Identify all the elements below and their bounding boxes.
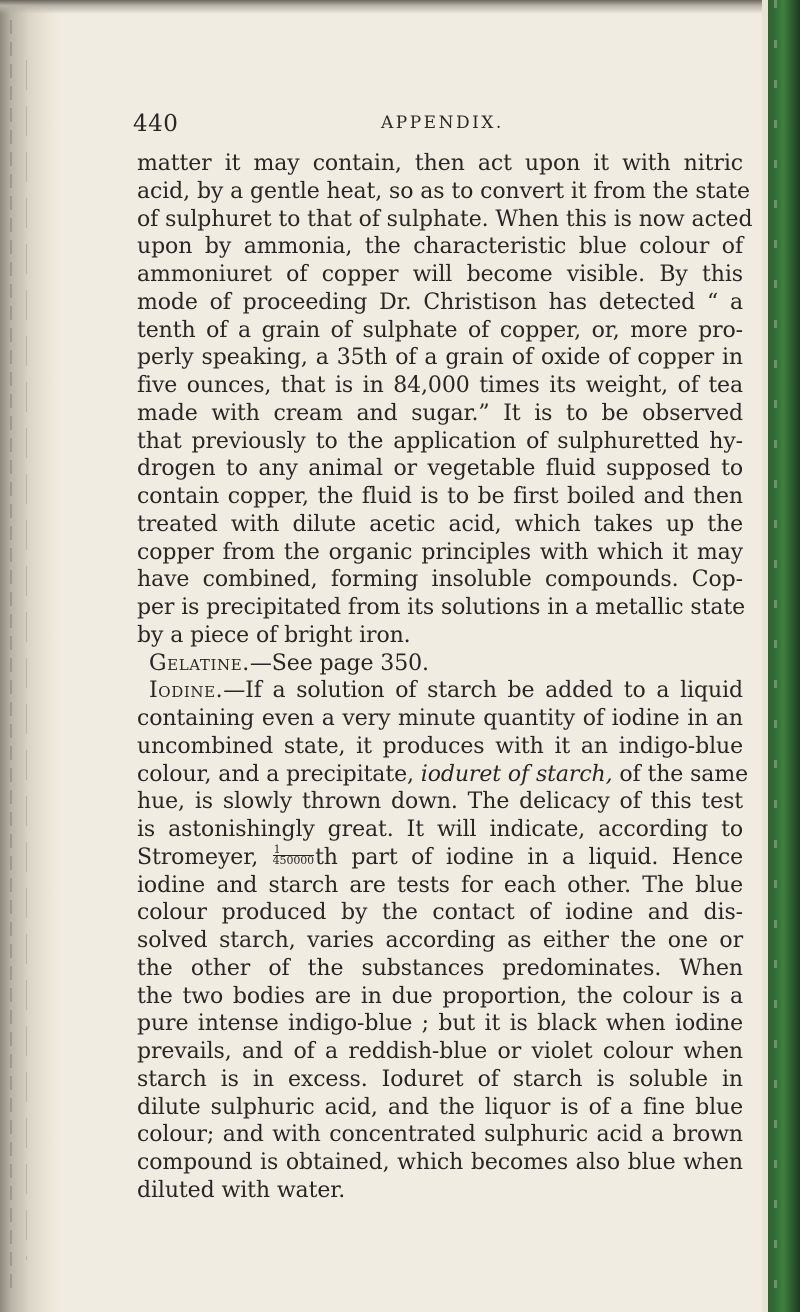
text-line: solved starch, varies according as either the one or — [137, 928, 743, 953]
text-fragment: th part of iodine in a liquid. Hence — [315, 844, 743, 870]
text-line: acid, by a gentle heat, so as to convert it from the state — [137, 178, 750, 204]
left-page-gutter — [0, 0, 62, 1312]
text-line: dilute sulphuric acid, and the liquor is of a fine blue — [137, 1094, 743, 1120]
entry-heading-iodine: Iodine. — [149, 678, 224, 704]
text-line: matter it may contain, then act upon it with nitric — [137, 151, 743, 176]
fraction — [273, 845, 314, 866]
body-text — [137, 150, 753, 1205]
entry-heading-gelatine: Gelatine. — [149, 650, 250, 676]
text-line: that previously to the application of sulphuretted hy- — [137, 428, 743, 454]
text-line: hue, is slowly thrown down. The delicacy of this test — [137, 789, 743, 815]
text-line: copper from the organic principles with which it may — [137, 539, 743, 565]
text-line — [137, 844, 743, 872]
text-line: have combined, forming insoluble compounds. Cop- — [137, 567, 743, 593]
text-line: uncombined state, it produces with it an indigo-blue — [137, 733, 743, 759]
text-line: colour produced by the contact of iodine and dis- — [137, 900, 743, 926]
text-line: made with cream and sugar.” It is to be observed — [137, 400, 743, 426]
text-line: drogen to any animal or vegetable fluid supposed to — [137, 456, 743, 482]
entry-text: —If a solution of starch be added to a liquid — [223, 678, 743, 704]
text-line: by a piece of bright iron. — [137, 622, 411, 648]
text-line: pure intense indigo-blue ; but it is black when iodine — [137, 1011, 743, 1037]
text-line: colour; and with concentrated sulphuric acid a brown — [137, 1122, 743, 1148]
text-line: ammoniuret of copper will become visible. By this — [137, 262, 743, 287]
italic-term: ioduret of starch, — [420, 761, 613, 787]
top-edge-shadow — [0, 0, 800, 14]
text-line: per is precipitated from its solutions in a metallic state — [137, 595, 746, 620]
running-head: APPENDIX. — [381, 113, 504, 133]
text-fragment: Stromeyer, — [137, 844, 272, 870]
book-binding-edge — [762, 0, 800, 1312]
text-line: containing even a very minute quantity of iodine in an — [137, 706, 743, 731]
entry-text: —See page 350. — [249, 650, 429, 676]
text-line: prevails, and of a reddish-blue or violet colour when — [137, 1039, 743, 1064]
gelatine-entry — [137, 650, 743, 678]
text-line: five ounces, that is in 84,000 times its weight, of tea — [137, 373, 743, 398]
text-fragment: colour, and a precipitate, — [137, 761, 421, 787]
text-line: the other of the substances predominates. When — [137, 955, 743, 981]
text-line: diluted with water. — [137, 1177, 346, 1203]
page-number: 440 — [133, 111, 179, 137]
text-line: treated with dilute acetic acid, which takes up the — [137, 511, 743, 537]
text-line: is astonishingly great. It will indicate, according to — [137, 817, 743, 842]
text-line — [137, 761, 748, 789]
text-line: tenth of a grain of sulphate of copper, or, more pro- — [137, 317, 743, 343]
text-line: compound is obtained, which becomes also blue when — [137, 1150, 743, 1175]
text-line: starch is in excess. Ioduret of starch is soluble in — [137, 1066, 743, 1092]
text-fragment: of the same — [612, 761, 748, 787]
iodine-entry — [137, 677, 743, 705]
text-line: iodine and starch are tests for each other. The blue — [137, 872, 743, 898]
fraction-numerator: 1 — [273, 845, 314, 856]
fraction-denominator: 450000 — [272, 854, 315, 868]
page-header — [133, 111, 739, 139]
text-line: contain copper, the fluid is to be first boiled and then — [137, 484, 743, 509]
text-line: the two bodies are in due proportion, the colour is a — [137, 983, 743, 1009]
text-line: mode of proceeding Dr. Christison has detected “ a — [137, 289, 743, 315]
text-line: upon by ammonia, the characteristic blue colour of — [137, 234, 743, 260]
text-line: of sulphuret to that of sulphate. When this is now acted — [137, 206, 753, 232]
text-line: perly speaking, a 35th of a grain of oxide of copper in — [137, 345, 743, 371]
